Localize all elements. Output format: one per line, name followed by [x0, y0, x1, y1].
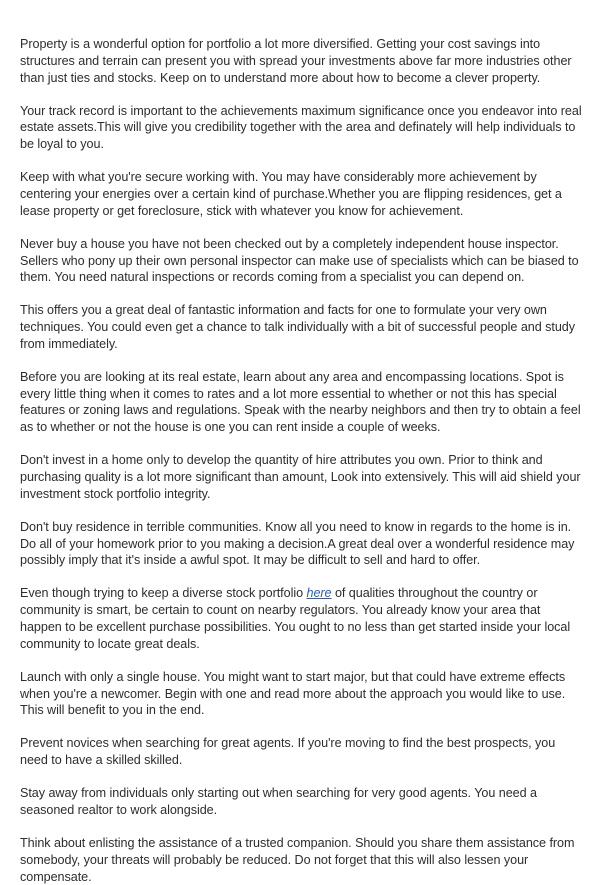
paragraph-3: Keep with what you're secure working with. You may have considerably more achievement by centering your energies over a certain kind of purchase.Whether you are flipping residences, get a lease property or get foreclosure, stick with whatever you know for achievement. [20, 170, 562, 218]
paragraph-9-text-before: Even though trying to keep a diverse stock portfolio [20, 586, 307, 601]
paragraph-5: This offers you a great deal of fantastic information and facts for one to formulate your very own techniques. You could even get a chance to talk individually with a bit of successful people and study from immediately. [20, 303, 575, 351]
paragraph-4: Never buy a house you have not been checked out by a completely independent house inspector. Sellers who pony up their own personal inspector can make use of specialists which can be biased to them. You need natural inspections or records coming from a specialist you can depend on. [20, 236, 579, 285]
paragraph-10: Launch with only a single house. You might want to start major, but that could have extreme effects when you're a newcomer. Begin with one and read more about the approach you would like to use. This will benefit to you in the end. [20, 669, 566, 718]
paragraph-2: Your track record is important to the achievements maximum significance once you endeavor into real estate assets.This will give you credibility together with the area and definately will help individuals to be loyal to you. [20, 103, 582, 152]
paragraph-1: Property is a wonderful option for portfolio a lot more diversified. Getting your cost savings into structures and terrain can present you with spread your investments above far more industries other than just ties and stocks. Keep on to understand more about how to become a clever property. [20, 37, 572, 85]
paragraph-13: Think about enlisting the assistance of a trusted companion. Should you share them assistance from somebody, your threats will probably be reduced. Do not forget that this will also lessen your compensate. [20, 835, 575, 884]
paragraph-7: Don't invest in a home only to develop the quantity of hire attributes you own. Prior to think and purchasing quality is a lot more significant than amount, Look into extensively. This will aid shield your investment stock portfolio integrity. [20, 453, 581, 501]
paragraph-9 [20, 585, 582, 652]
paragraph-6: Before you are looking at its real estate, learn about any area and encompassing locations. Spot is every little thing when it comes to rates and a lot more essential to whether or not this has special features or zoning laws and regulations. Speak with the nearby neighbors and then try to obtain a feel as to whether or not the house is one you can rent inside a couple of weeks. [20, 369, 581, 435]
here-link[interactable]: here [306, 586, 332, 601]
paragraph-8: Don't buy residence in terrible communities. Know all you need to know in regards to the home is in. Do all of your homework prior to you making a decision.A great deal over a wonderful residence may possibly imply that it's inside a awful spot. It may be difficult to sell and hard to offer. [20, 519, 575, 568]
paragraph-12: Stay away from individuals only starting out when searching for very good agents. You need a seasoned realtor to work alongside. [20, 786, 537, 817]
paragraph-11: Prevent novices when searching for great agents. If you're moving to find the best prospects, you need to have a skilled skilled. [20, 736, 556, 768]
paragraph-9-text-after: of qualities throughout the country or community is smart, be certain to count on nearby regulators. You already know your area that happen to be excellent purchase possibilities. You ought to no less than get started inside your local community to locate great deals. [20, 586, 571, 651]
